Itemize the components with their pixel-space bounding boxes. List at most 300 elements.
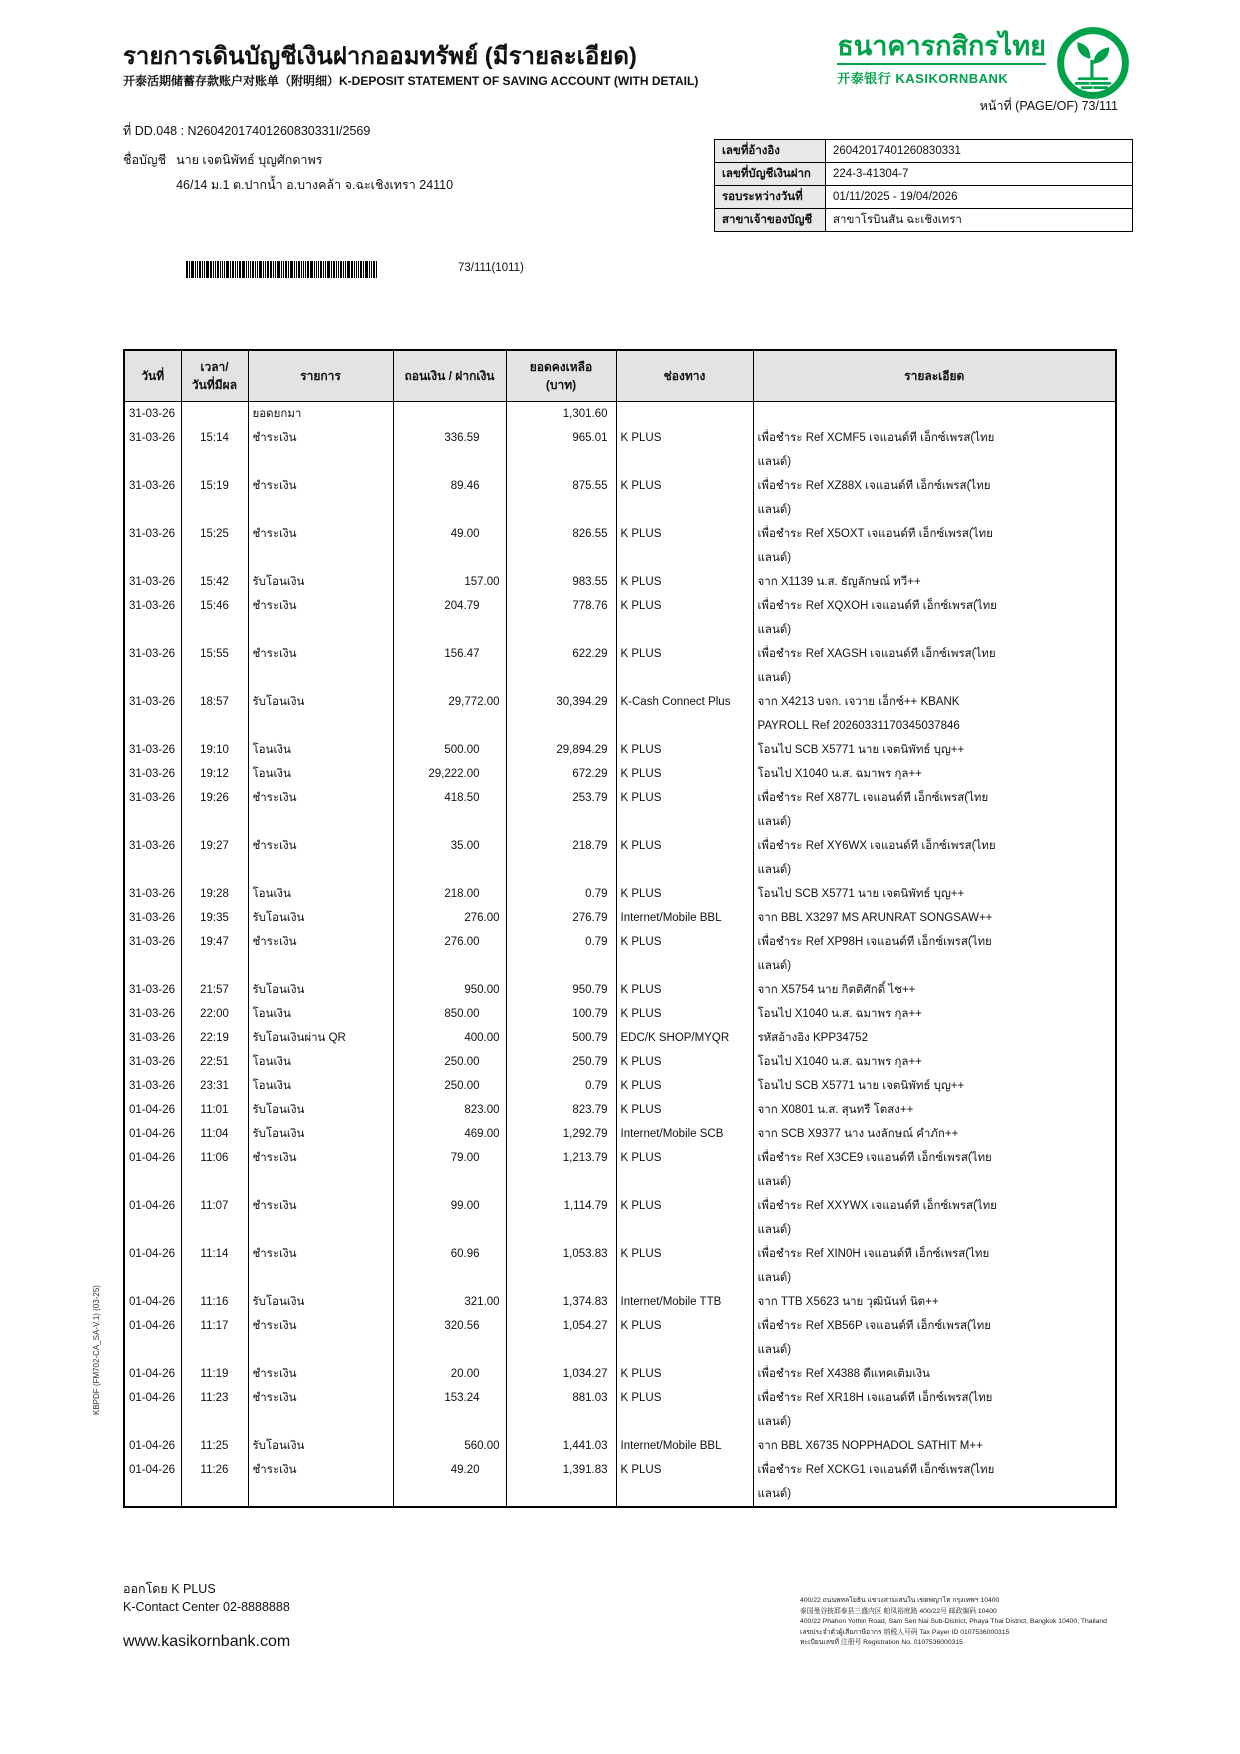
cell-balance: 1,292.79 [506, 1122, 616, 1146]
cell-date: 01-04-26 [124, 1434, 181, 1458]
cell-balance: 0.79 [506, 1074, 616, 1098]
cell-time: 19:10 [181, 738, 248, 762]
cell-detail: เพื่อชำระ Ref X877L เจแอนด์ที เอ็กซ์เพรส(ไทย แลนด์) [753, 786, 1116, 834]
cell-channel: K PLUS [616, 642, 753, 690]
cell-balance: 1,391.83 [506, 1458, 616, 1507]
cell-date: 01-04-26 [124, 1194, 181, 1242]
transaction-row [124, 426, 1116, 474]
cell-date: 31-03-26 [124, 642, 181, 690]
cell-balance: 823.79 [506, 1098, 616, 1122]
cell-item: รับโอนเงิน [248, 1290, 393, 1314]
info-value: 26042017401260830331 [826, 140, 1133, 163]
cell-detail: จาก TTB X5623 นาย วุฒินันท์ นิต++ [753, 1290, 1116, 1314]
cell-channel: K PLUS [616, 1314, 753, 1362]
column-header-detail: รายละเอียด [753, 350, 1116, 402]
cell-time: 11:25 [181, 1434, 248, 1458]
header-row [124, 350, 1116, 402]
cell-amount: 850.00 [393, 1002, 506, 1026]
transaction-row [124, 1002, 1116, 1026]
cell-detail: จาก BBL X3297 MS ARUNRAT SONGSAW++ [753, 906, 1116, 930]
cell-item: รับโอนเงิน [248, 1122, 393, 1146]
cell-detail: เพื่อชำระ Ref XQXOH เจแอนด์ที เอ็กซ์เพรส(ไทย แลนด์) [753, 594, 1116, 642]
cell-balance: 1,374.83 [506, 1290, 616, 1314]
cell-channel: K PLUS [616, 1074, 753, 1098]
cell-channel: K PLUS [616, 1002, 753, 1026]
cell-amount: 49.20 [393, 1458, 506, 1507]
cell-amount: 20.00 [393, 1362, 506, 1386]
cell-time: 15:42 [181, 570, 248, 594]
cell-detail: จาก X0801 น.ส. สุนทรี โตสง++ [753, 1098, 1116, 1122]
cell-detail: เพื่อชำระ Ref XCKG1 เจแอนด์ที เอ็กซ์เพรส(ไทย แลนด์) [753, 1458, 1116, 1507]
transaction-row [124, 1194, 1116, 1242]
cell-date: 31-03-26 [124, 570, 181, 594]
cell-detail: จาก X5754 นาย กิตติศักดิ์ ไช++ [753, 978, 1116, 1002]
cell-amount [393, 402, 506, 427]
cell-time: 22:19 [181, 1026, 248, 1050]
column-header-amount: ถอนเงิน / ฝากเงิน [393, 350, 506, 402]
cell-balance: 250.79 [506, 1050, 616, 1074]
cell-amount: 276.00 [393, 906, 506, 930]
cell-amount: 418.50 [393, 786, 506, 834]
cell-date: 31-03-26 [124, 762, 181, 786]
transaction-row [124, 1362, 1116, 1386]
cell-time: 21:57 [181, 978, 248, 1002]
cell-balance: 950.79 [506, 978, 616, 1002]
cell-amount: 49.00 [393, 522, 506, 570]
cell-amount: 218.00 [393, 882, 506, 906]
column-header-date: วันที่ [124, 350, 181, 402]
cell-date: 31-03-26 [124, 834, 181, 882]
transaction-row [124, 1314, 1116, 1362]
cell-date: 31-03-26 [124, 522, 181, 570]
cell-channel: K PLUS [616, 1386, 753, 1434]
cell-amount: 99.00 [393, 1194, 506, 1242]
bank-name-sub: 开泰银行 KASIKORNBANK [837, 71, 1009, 87]
cell-amount: 500.00 [393, 738, 506, 762]
cell-detail: จาก X4213 บจก. เจวาย เอ็กซ์++ KBANK PAYROLL Ref 20260331170345037846 [753, 690, 1116, 738]
page-title: รายการเดินบัญชีเงินฝากออมทรัพย์ (มีรายละเอียด) [123, 43, 637, 70]
cell-item: ชำระเงิน [248, 1242, 393, 1290]
document-number: ที่ DD.048 : N26042017401260830331I/2569 [123, 124, 371, 138]
cell-time: 15:19 [181, 474, 248, 522]
cell-date: 01-04-26 [124, 1314, 181, 1362]
info-label: เลขที่อ้างอิง [715, 140, 826, 163]
cell-balance: 983.55 [506, 570, 616, 594]
cell-detail: เพื่อชำระ Ref XCMF5 เจแอนด์ที เอ็กซ์เพรส(ไทย แลนด์) [753, 426, 1116, 474]
cell-time [181, 402, 248, 427]
cell-detail: โอนไป X1040 น.ส. ฉมาพร กุล++ [753, 762, 1116, 786]
transaction-row [124, 1122, 1116, 1146]
cell-channel: Internet/Mobile BBL [616, 1434, 753, 1458]
bank-name-block [837, 26, 1046, 87]
address-line: 400/22 ถนนพหลโยธิน แขวงสามเสนใน เขตพญาไท กรุงเทพฯ 10400 [800, 1597, 1000, 1604]
cell-balance: 881.03 [506, 1386, 616, 1434]
address-line: เลขประจำตัวผู้เสียภาษีอากร 纳税人号码 Tax Payer ID 0107536000315 [800, 1628, 1010, 1636]
page-number-label: หน้าที่ (PAGE/OF) 73/111 [979, 99, 1118, 113]
address-line: 泰国曼谷披耶泰县三盛内区 帕凤裕庭路 400/22号 邮政编码 10400 [800, 1607, 997, 1615]
cell-time: 22:00 [181, 1002, 248, 1026]
cell-balance: 1,301.60 [506, 402, 616, 427]
cell-balance: 276.79 [506, 906, 616, 930]
transactions-section [123, 349, 1115, 1508]
cell-date: 31-03-26 [124, 930, 181, 978]
cell-date: 31-03-26 [124, 426, 181, 474]
cell-date: 01-04-26 [124, 1386, 181, 1434]
cell-time: 19:12 [181, 762, 248, 786]
cell-amount: 29,772.00 [393, 690, 506, 738]
cell-balance: 1,054.27 [506, 1314, 616, 1362]
cell-date: 31-03-26 [124, 1074, 181, 1098]
cell-time: 11:01 [181, 1098, 248, 1122]
cell-time: 15:14 [181, 426, 248, 474]
transaction-row [124, 1386, 1116, 1434]
cell-time: 11:17 [181, 1314, 248, 1362]
cell-amount: 469.00 [393, 1122, 506, 1146]
column-header-channel: ช่องทาง [616, 350, 753, 402]
form-code-label: KBPDF (FM702-CA_SA-V.1) (03-25) [92, 1285, 101, 1415]
transaction-row [124, 1098, 1116, 1122]
cell-channel: K PLUS [616, 1098, 753, 1122]
cell-channel: K PLUS [616, 570, 753, 594]
transaction-row [124, 570, 1116, 594]
cell-date: 01-04-26 [124, 1242, 181, 1290]
transaction-row [124, 1434, 1116, 1458]
column-header-time: เวลา/ วันที่มีผล [181, 350, 248, 402]
cell-amount: 250.00 [393, 1074, 506, 1098]
cell-detail: เพื่อชำระ Ref XZ88X เจแอนด์ที เอ็กซ์เพรส(ไทย แลนด์) [753, 474, 1116, 522]
cell-date: 01-04-26 [124, 1146, 181, 1194]
cell-date: 01-04-26 [124, 1098, 181, 1122]
info-row [715, 140, 1133, 163]
cell-time: 22:51 [181, 1050, 248, 1074]
cell-detail: โอนไป SCB X5771 นาย เจตนิพัทธ์ บุญ++ [753, 738, 1116, 762]
cell-detail: เพื่อชำระ Ref X5OXT เจแอนด์ที เอ็กซ์เพรส(ไทย แลนด์) [753, 522, 1116, 570]
cell-channel: K PLUS [616, 786, 753, 834]
cell-detail: เพื่อชำระ Ref XAGSH เจแอนด์ที เอ็กซ์เพรส(ไทย แลนด์) [753, 642, 1116, 690]
cell-detail: จาก X1139 น.ส. ธัญลักษณ์ ทวี++ [753, 570, 1116, 594]
account-address: 46/14 ม.1 ต.ปากน้ำ อ.บางคล้า จ.ฉะเชิงเทรา 24110 [176, 178, 454, 192]
cell-date: 01-04-26 [124, 1290, 181, 1314]
cell-balance: 29,894.29 [506, 738, 616, 762]
cell-amount: 157.00 [393, 570, 506, 594]
cell-amount: 400.00 [393, 1026, 506, 1050]
cell-time: 19:26 [181, 786, 248, 834]
transaction-row [124, 834, 1116, 882]
transaction-row [124, 642, 1116, 690]
transactions-table-body [124, 402, 1116, 1508]
cell-date: 31-03-26 [124, 690, 181, 738]
account-name: นาย เจตนิพัทธ์ บุญศักดาพร [176, 153, 323, 167]
column-header-item: รายการ [248, 350, 393, 402]
cell-detail: จาก SCB X9377 นาง นงลักษณ์ คำภัก++ [753, 1122, 1116, 1146]
cell-time: 19:35 [181, 906, 248, 930]
cell-amount: 320.56 [393, 1314, 506, 1362]
cell-time: 15:25 [181, 522, 248, 570]
barcode [186, 261, 378, 278]
info-value: 224-3-41304-7 [826, 163, 1133, 186]
cell-balance: 965.01 [506, 426, 616, 474]
cell-time: 23:31 [181, 1074, 248, 1098]
cell-date: 01-04-26 [124, 1122, 181, 1146]
cell-detail: เพื่อชำระ Ref XXYWX เจแอนด์ที เอ็กซ์เพรส(ไทย แลนด์) [753, 1194, 1116, 1242]
cell-item: รับโอนเงินผ่าน QR [248, 1026, 393, 1050]
cell-time: 19:47 [181, 930, 248, 978]
cell-item: รับโอนเงิน [248, 906, 393, 930]
cell-channel: K PLUS [616, 1050, 753, 1074]
cell-item: รับโอนเงิน [248, 690, 393, 738]
issued-by: ออกโดย K PLUS [123, 1582, 216, 1596]
cell-amount: 250.00 [393, 1050, 506, 1074]
cell-balance: 1,213.79 [506, 1146, 616, 1194]
footer-bank-address [800, 1596, 1107, 1649]
cell-channel: K PLUS [616, 1194, 753, 1242]
cell-amount: 60.96 [393, 1242, 506, 1290]
cell-detail [753, 402, 1116, 427]
cell-balance: 672.29 [506, 762, 616, 786]
transaction-row [124, 690, 1116, 738]
cell-item: โอนเงิน [248, 882, 393, 906]
cell-time: 11:19 [181, 1362, 248, 1386]
cell-detail: เพื่อชำระ Ref XIN0H เจแอนด์ที เอ็กซ์เพรส(ไทย แลนด์) [753, 1242, 1116, 1290]
transaction-row [124, 1050, 1116, 1074]
cell-channel: EDC/K SHOP/MYQR [616, 1026, 753, 1050]
transaction-row [124, 786, 1116, 834]
cell-balance: 778.76 [506, 594, 616, 642]
cell-balance: 1,034.27 [506, 1362, 616, 1386]
kasikornbank-logo-icon [1056, 26, 1130, 100]
cell-item: โอนเงิน [248, 762, 393, 786]
cell-channel: K PLUS [616, 594, 753, 642]
cell-detail: เพื่อชำระ Ref X3CE9 เจแอนด์ที เอ็กซ์เพรส(ไทย แลนด์) [753, 1146, 1116, 1194]
cell-time: 18:57 [181, 690, 248, 738]
cell-date: 01-04-26 [124, 1362, 181, 1386]
info-row [715, 163, 1133, 186]
cell-date: 31-03-26 [124, 882, 181, 906]
cell-detail: โอนไป X1040 น.ส. ฉมาพร กุล++ [753, 1002, 1116, 1026]
cell-amount: 336.59 [393, 426, 506, 474]
cell-date: 31-03-26 [124, 786, 181, 834]
cell-balance: 875.55 [506, 474, 616, 522]
cell-detail: เพื่อชำระ Ref XR18H เจแอนด์ที เอ็กซ์เพรส(ไทย แลนด์) [753, 1386, 1116, 1434]
cell-balance: 0.79 [506, 930, 616, 978]
cell-balance: 1,053.83 [506, 1242, 616, 1290]
column-header-balance: ยอดคงเหลือ (บาท) [506, 350, 616, 402]
cell-balance: 1,114.79 [506, 1194, 616, 1242]
transaction-row [124, 1242, 1116, 1290]
transaction-row [124, 930, 1116, 978]
cell-time: 15:46 [181, 594, 248, 642]
cell-channel: K PLUS [616, 1362, 753, 1386]
cell-item: ยอดยกมา [248, 402, 393, 427]
cell-date: 31-03-26 [124, 738, 181, 762]
info-table [714, 139, 1133, 232]
cell-date: 01-04-26 [124, 1458, 181, 1507]
cell-detail: เพื่อชำระ Ref XB56P เจแอนด์ที เอ็กซ์เพรส(ไทย แลนด์) [753, 1314, 1116, 1362]
account-holder [123, 150, 453, 195]
cell-time: 11:06 [181, 1146, 248, 1194]
cell-item: ชำระเงิน [248, 594, 393, 642]
cell-amount: 153.24 [393, 1386, 506, 1434]
cell-channel: K PLUS [616, 738, 753, 762]
cell-balance: 500.79 [506, 1026, 616, 1050]
cell-channel: K PLUS [616, 930, 753, 978]
transaction-row [124, 1458, 1116, 1507]
cell-channel: K PLUS [616, 474, 753, 522]
cell-time: 11:23 [181, 1386, 248, 1434]
cell-time: 11:26 [181, 1458, 248, 1507]
cell-item: ชำระเงิน [248, 786, 393, 834]
cell-time: 11:07 [181, 1194, 248, 1242]
cell-detail: จาก BBL X6735 NOPPHADOL SATHIT M++ [753, 1434, 1116, 1458]
cell-channel: K PLUS [616, 426, 753, 474]
info-table-body [715, 140, 1133, 232]
transactions-table [123, 349, 1117, 1508]
transaction-row [124, 522, 1116, 570]
cell-item: ชำระเงิน [248, 1146, 393, 1194]
transaction-row [124, 1146, 1116, 1194]
cell-amount: 823.00 [393, 1098, 506, 1122]
cell-item: ชำระเงิน [248, 426, 393, 474]
cell-detail: โอนไป X1040 น.ส. ฉมาพร กุล++ [753, 1050, 1116, 1074]
info-value: 01/11/2025 - 19/04/2026 [826, 186, 1133, 209]
cell-item: โอนเงิน [248, 1050, 393, 1074]
info-row [715, 209, 1133, 232]
account-name-label: ชื่อบัญชี [123, 153, 167, 167]
address-line: 400/22 Phahon Yothin Road, Sam Sen Nai Sub-District, Phaya Thai District, Bangkok 10400, Thailand [800, 1618, 1107, 1626]
transaction-row [124, 594, 1116, 642]
cell-time: 11:16 [181, 1290, 248, 1314]
cell-channel: K PLUS [616, 882, 753, 906]
cell-channel: K PLUS [616, 762, 753, 786]
cell-amount: 321.00 [393, 1290, 506, 1314]
cell-channel: K PLUS [616, 1146, 753, 1194]
bank-brand [837, 26, 1130, 100]
transactions-table-header [124, 350, 1116, 402]
cell-amount: 950.00 [393, 978, 506, 1002]
footer-left [123, 1580, 290, 1653]
transaction-row [124, 882, 1116, 906]
transaction-row [124, 762, 1116, 786]
cell-channel: Internet/Mobile TTB [616, 1290, 753, 1314]
cell-detail: โอนไป SCB X5771 นาย เจตนิพัทธ์ บุญ++ [753, 1074, 1116, 1098]
cell-item: ชำระเงิน [248, 1458, 393, 1507]
address-line: ทะเบียนเลขที่ 注册号 Registration No. 0107536000315 [800, 1639, 963, 1647]
cell-item: ชำระเงิน [248, 1194, 393, 1242]
cell-amount: 89.46 [393, 474, 506, 522]
info-label: เลขที่บัญชีเงินฝาก [715, 163, 826, 186]
cell-date: 31-03-26 [124, 594, 181, 642]
cell-item: รับโอนเงิน [248, 1098, 393, 1122]
cell-balance: 30,394.29 [506, 690, 616, 738]
cell-channel: K PLUS [616, 522, 753, 570]
barcode-label: 73/111(1011) [458, 262, 524, 274]
transaction-row [124, 474, 1116, 522]
cell-item: รับโอนเงิน [248, 978, 393, 1002]
cell-channel: K-Cash Connect Plus [616, 690, 753, 738]
cell-detail: เพื่อชำระ Ref X4388 ดีแทคเติมเงิน [753, 1362, 1116, 1386]
cell-item: โอนเงิน [248, 1002, 393, 1026]
cell-item: ชำระเงิน [248, 522, 393, 570]
transaction-row [124, 978, 1116, 1002]
cell-date: 31-03-26 [124, 474, 181, 522]
cell-detail: โอนไป SCB X5771 นาย เจตนิพัทธ์ บุญ++ [753, 882, 1116, 906]
cell-detail: เพื่อชำระ Ref XP98H เจแอนด์ที เอ็กซ์เพรส(ไทย แลนด์) [753, 930, 1116, 978]
cell-channel [616, 402, 753, 427]
cell-date: 31-03-26 [124, 1026, 181, 1050]
cell-detail: เพื่อชำระ Ref XY6WX เจแอนด์ที เอ็กซ์เพรส(ไทย แลนด์) [753, 834, 1116, 882]
cell-time: 19:27 [181, 834, 248, 882]
cell-channel: K PLUS [616, 1458, 753, 1507]
cell-balance: 622.29 [506, 642, 616, 690]
cell-balance: 0.79 [506, 882, 616, 906]
cell-channel: Internet/Mobile BBL [616, 906, 753, 930]
transaction-row [124, 738, 1116, 762]
cell-item: ชำระเงิน [248, 834, 393, 882]
cell-item: รับโอนเงิน [248, 570, 393, 594]
transaction-row [124, 402, 1116, 427]
cell-item: ชำระเงิน [248, 474, 393, 522]
info-label: รอบระหว่างวันที่ [715, 186, 826, 209]
cell-amount: 276.00 [393, 930, 506, 978]
cell-item: ชำระเงิน [248, 1362, 393, 1386]
cell-time: 19:28 [181, 882, 248, 906]
cell-balance: 826.55 [506, 522, 616, 570]
cell-date: 31-03-26 [124, 402, 181, 427]
cell-date: 31-03-26 [124, 1002, 181, 1026]
cell-item: ชำระเงิน [248, 930, 393, 978]
bank-name-thai: ธนาคารกสิกรไทย [837, 32, 1046, 65]
page-subtitle: 开泰活期储蓄存款账户对账单（附明细）K-DEPOSIT STATEMENT OF SAVING ACCOUNT (WITH DETAIL) [123, 74, 699, 88]
cell-balance: 100.79 [506, 1002, 616, 1026]
cell-time: 11:14 [181, 1242, 248, 1290]
cell-balance: 1,441.03 [506, 1434, 616, 1458]
cell-date: 31-03-26 [124, 906, 181, 930]
info-value: สาขาโรบินสัน ฉะเชิงเทรา [826, 209, 1133, 232]
transaction-row [124, 1290, 1116, 1314]
cell-date: 31-03-26 [124, 1050, 181, 1074]
cell-date: 31-03-26 [124, 978, 181, 1002]
cell-time: 11:04 [181, 1122, 248, 1146]
cell-item: ชำระเงิน [248, 1314, 393, 1362]
cell-amount: 156.47 [393, 642, 506, 690]
bank-website: www.kasikornbank.com [123, 1633, 291, 1651]
cell-amount: 29,222.00 [393, 762, 506, 786]
cell-item: โอนเงิน [248, 738, 393, 762]
cell-amount: 35.00 [393, 834, 506, 882]
cell-amount: 204.79 [393, 594, 506, 642]
cell-balance: 253.79 [506, 786, 616, 834]
cell-channel: Internet/Mobile SCB [616, 1122, 753, 1146]
contact-center: K-Contact Center 02-8888888 [123, 1600, 290, 1615]
cell-channel: K PLUS [616, 978, 753, 1002]
transaction-row [124, 1026, 1116, 1050]
info-label: สาขาเจ้าของบัญชี [715, 209, 826, 232]
transaction-row [124, 906, 1116, 930]
cell-channel: K PLUS [616, 1242, 753, 1290]
transaction-row [124, 1074, 1116, 1098]
cell-detail: รหัสอ้างอิง KPP34752 [753, 1026, 1116, 1050]
cell-balance: 218.79 [506, 834, 616, 882]
cell-channel: K PLUS [616, 834, 753, 882]
cell-item: รับโอนเงิน [248, 1434, 393, 1458]
info-row [715, 186, 1133, 209]
cell-time: 15:55 [181, 642, 248, 690]
cell-amount: 79.00 [393, 1146, 506, 1194]
cell-item: ชำระเงิน [248, 1386, 393, 1434]
cell-amount: 560.00 [393, 1434, 506, 1458]
cell-item: ชำระเงิน [248, 642, 393, 690]
cell-item: โอนเงิน [248, 1074, 393, 1098]
